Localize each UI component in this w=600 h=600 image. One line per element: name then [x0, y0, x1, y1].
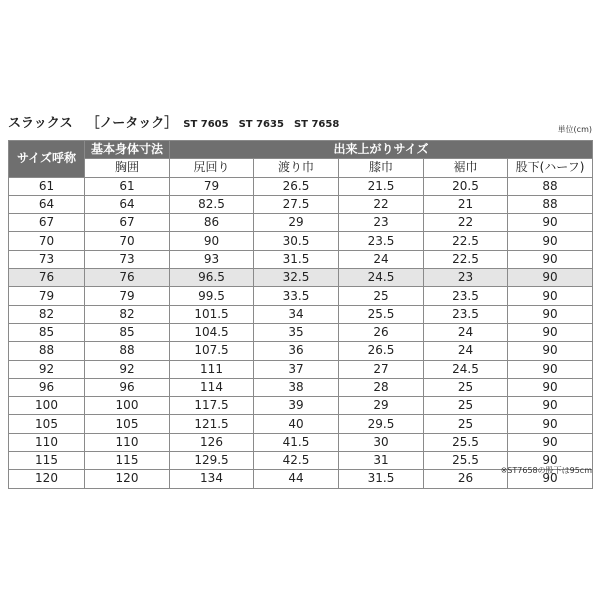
- cell-chest: 79: [85, 287, 170, 305]
- column-header-hem: 裾巾: [424, 159, 508, 177]
- cell-inseam: 90: [508, 415, 593, 433]
- cell-size: 85: [9, 323, 85, 341]
- cell-size: 64: [9, 195, 85, 213]
- cell-hem: 22: [424, 214, 508, 232]
- cell-hip: 86: [170, 214, 254, 232]
- cell-inseam: 90: [508, 269, 593, 287]
- cell-chest: 92: [85, 360, 170, 378]
- cell-hem: 23: [424, 269, 508, 287]
- cell-thigh: 39: [254, 397, 339, 415]
- product-name: スラックス: [8, 116, 73, 131]
- cell-chest: 82: [85, 305, 170, 323]
- cell-thigh: 44: [254, 470, 339, 488]
- unit-label: 単位(cm): [557, 125, 592, 134]
- cell-chest: 85: [85, 323, 170, 341]
- cell-hip: 107.5: [170, 342, 254, 360]
- cell-inseam: 90: [508, 214, 593, 232]
- cell-hip: 79: [170, 177, 254, 195]
- cell-chest: 110: [85, 433, 170, 451]
- cell-thigh: 41.5: [254, 433, 339, 451]
- cell-inseam: 90: [508, 452, 593, 470]
- product-codes: [183, 119, 349, 130]
- product-tag: ［ノータック］: [86, 116, 178, 131]
- table-row: [9, 378, 593, 396]
- cell-knee: 23: [339, 214, 424, 232]
- cell-size: 79: [9, 287, 85, 305]
- cell-inseam: 90: [508, 470, 593, 488]
- cell-inseam: 90: [508, 250, 593, 268]
- cell-size: 76: [9, 269, 85, 287]
- column-header-chest: 胸囲: [85, 159, 170, 177]
- cell-thigh: 27.5: [254, 195, 339, 213]
- cell-chest: 73: [85, 250, 170, 268]
- cell-chest: 70: [85, 232, 170, 250]
- table-body: [9, 177, 593, 488]
- cell-hip: 96.5: [170, 269, 254, 287]
- cell-thigh: 35: [254, 323, 339, 341]
- cell-knee: 29.5: [339, 415, 424, 433]
- cell-hem: 24: [424, 342, 508, 360]
- cell-hip: 111: [170, 360, 254, 378]
- cell-inseam: 90: [508, 360, 593, 378]
- cell-inseam: 90: [508, 323, 593, 341]
- cell-size: 88: [9, 342, 85, 360]
- cell-size: 110: [9, 433, 85, 451]
- cell-chest: 76: [85, 269, 170, 287]
- column-header-hip: 尻回り: [170, 159, 254, 177]
- cell-inseam: 90: [508, 232, 593, 250]
- cell-knee: 27: [339, 360, 424, 378]
- table-row: [9, 195, 593, 213]
- cell-size: 105: [9, 415, 85, 433]
- cell-size: 100: [9, 397, 85, 415]
- cell-knee: 26: [339, 323, 424, 341]
- cell-knee: 31: [339, 452, 424, 470]
- column-header-thigh: 渡り巾: [254, 159, 339, 177]
- cell-thigh: 38: [254, 378, 339, 396]
- cell-inseam: 90: [508, 342, 593, 360]
- product-code: ST 7605: [183, 119, 229, 130]
- column-header-inseam: 股下(ハーフ): [508, 159, 593, 177]
- cell-inseam: 90: [508, 433, 593, 451]
- cell-size: 61: [9, 177, 85, 195]
- cell-size: 96: [9, 378, 85, 396]
- cell-knee: 23.5: [339, 232, 424, 250]
- cell-knee: 24: [339, 250, 424, 268]
- table-row: [9, 250, 593, 268]
- cell-knee: 24.5: [339, 269, 424, 287]
- cell-hip: 121.5: [170, 415, 254, 433]
- cell-size: 120: [9, 470, 85, 488]
- table-row: [9, 305, 593, 323]
- cell-size: 67: [9, 214, 85, 232]
- size-table: [8, 140, 593, 489]
- header-row-group: [9, 141, 593, 159]
- table-row: [9, 415, 593, 433]
- cell-hip: 99.5: [170, 287, 254, 305]
- cell-chest: 96: [85, 378, 170, 396]
- cell-hem: 25.5: [424, 452, 508, 470]
- cell-thigh: 31.5: [254, 250, 339, 268]
- cell-thigh: 29: [254, 214, 339, 232]
- cell-size: 92: [9, 360, 85, 378]
- product-code: ST 7635: [238, 119, 284, 130]
- cell-knee: 30: [339, 433, 424, 451]
- table-row: [9, 214, 593, 232]
- cell-chest: 100: [85, 397, 170, 415]
- column-header-knee: 膝巾: [339, 159, 424, 177]
- cell-chest: 88: [85, 342, 170, 360]
- cell-hip: 134: [170, 470, 254, 488]
- cell-hem: 25: [424, 415, 508, 433]
- cell-hip: 114: [170, 378, 254, 396]
- cell-knee: 21.5: [339, 177, 424, 195]
- cell-hip: 82.5: [170, 195, 254, 213]
- cell-size: 73: [9, 250, 85, 268]
- table-row: [9, 342, 593, 360]
- cell-thigh: 37: [254, 360, 339, 378]
- cell-hip: 104.5: [170, 323, 254, 341]
- cell-inseam: 88: [508, 177, 593, 195]
- cell-hip: 129.5: [170, 452, 254, 470]
- cell-knee: 31.5: [339, 470, 424, 488]
- cell-hem: 22.5: [424, 250, 508, 268]
- cell-hem: 23.5: [424, 305, 508, 323]
- cell-hip: 117.5: [170, 397, 254, 415]
- page-title: [8, 112, 349, 131]
- cell-hip: 101.5: [170, 305, 254, 323]
- cell-hem: 21: [424, 195, 508, 213]
- table-row: [9, 232, 593, 250]
- cell-inseam: 90: [508, 397, 593, 415]
- table-row: [9, 287, 593, 305]
- cell-thigh: 36: [254, 342, 339, 360]
- cell-thigh: 32.5: [254, 269, 339, 287]
- cell-hip: 90: [170, 232, 254, 250]
- cell-chest: 105: [85, 415, 170, 433]
- cell-inseam: 90: [508, 287, 593, 305]
- cell-thigh: 33.5: [254, 287, 339, 305]
- cell-hem: 25: [424, 378, 508, 396]
- cell-thigh: 42.5: [254, 452, 339, 470]
- cell-size: 70: [9, 232, 85, 250]
- cell-hem: 24.5: [424, 360, 508, 378]
- cell-size: 82: [9, 305, 85, 323]
- cell-hip: 93: [170, 250, 254, 268]
- cell-knee: 29: [339, 397, 424, 415]
- table-row: [9, 269, 593, 287]
- cell-chest: 61: [85, 177, 170, 195]
- cell-knee: 22: [339, 195, 424, 213]
- table-row: [9, 433, 593, 451]
- cell-size: 115: [9, 452, 85, 470]
- cell-chest: 67: [85, 214, 170, 232]
- finished-size-header: 出来上がりサイズ: [170, 141, 593, 159]
- cell-hip: 126: [170, 433, 254, 451]
- cell-hem: 24: [424, 323, 508, 341]
- body-measure-header: 基本身体寸法: [85, 141, 170, 159]
- header-row-columns: [9, 159, 593, 177]
- cell-inseam: 90: [508, 378, 593, 396]
- table-row: [9, 397, 593, 415]
- table-row: [9, 177, 593, 195]
- cell-chest: 120: [85, 470, 170, 488]
- cell-inseam: 88: [508, 195, 593, 213]
- cell-hem: 20.5: [424, 177, 508, 195]
- cell-knee: 25.5: [339, 305, 424, 323]
- product-code: ST 7658: [293, 119, 340, 130]
- cell-knee: 28: [339, 378, 424, 396]
- cell-hem: 23.5: [424, 287, 508, 305]
- cell-hem: 26: [424, 470, 508, 488]
- size-header: サイズ呼称: [9, 141, 85, 178]
- cell-thigh: 26.5: [254, 177, 339, 195]
- cell-thigh: 30.5: [254, 232, 339, 250]
- cell-thigh: 34: [254, 305, 339, 323]
- cell-inseam: 90: [508, 305, 593, 323]
- cell-thigh: 40: [254, 415, 339, 433]
- cell-knee: 25: [339, 287, 424, 305]
- cell-hem: 25.5: [424, 433, 508, 451]
- cell-hem: 22.5: [424, 232, 508, 250]
- table-row: [9, 323, 593, 341]
- cell-chest: 64: [85, 195, 170, 213]
- cell-chest: 115: [85, 452, 170, 470]
- footnote: ※ST7658の股下は95cm: [500, 466, 592, 475]
- table-row: [9, 360, 593, 378]
- cell-hem: 25: [424, 397, 508, 415]
- cell-knee: 26.5: [339, 342, 424, 360]
- title-row: [8, 112, 592, 134]
